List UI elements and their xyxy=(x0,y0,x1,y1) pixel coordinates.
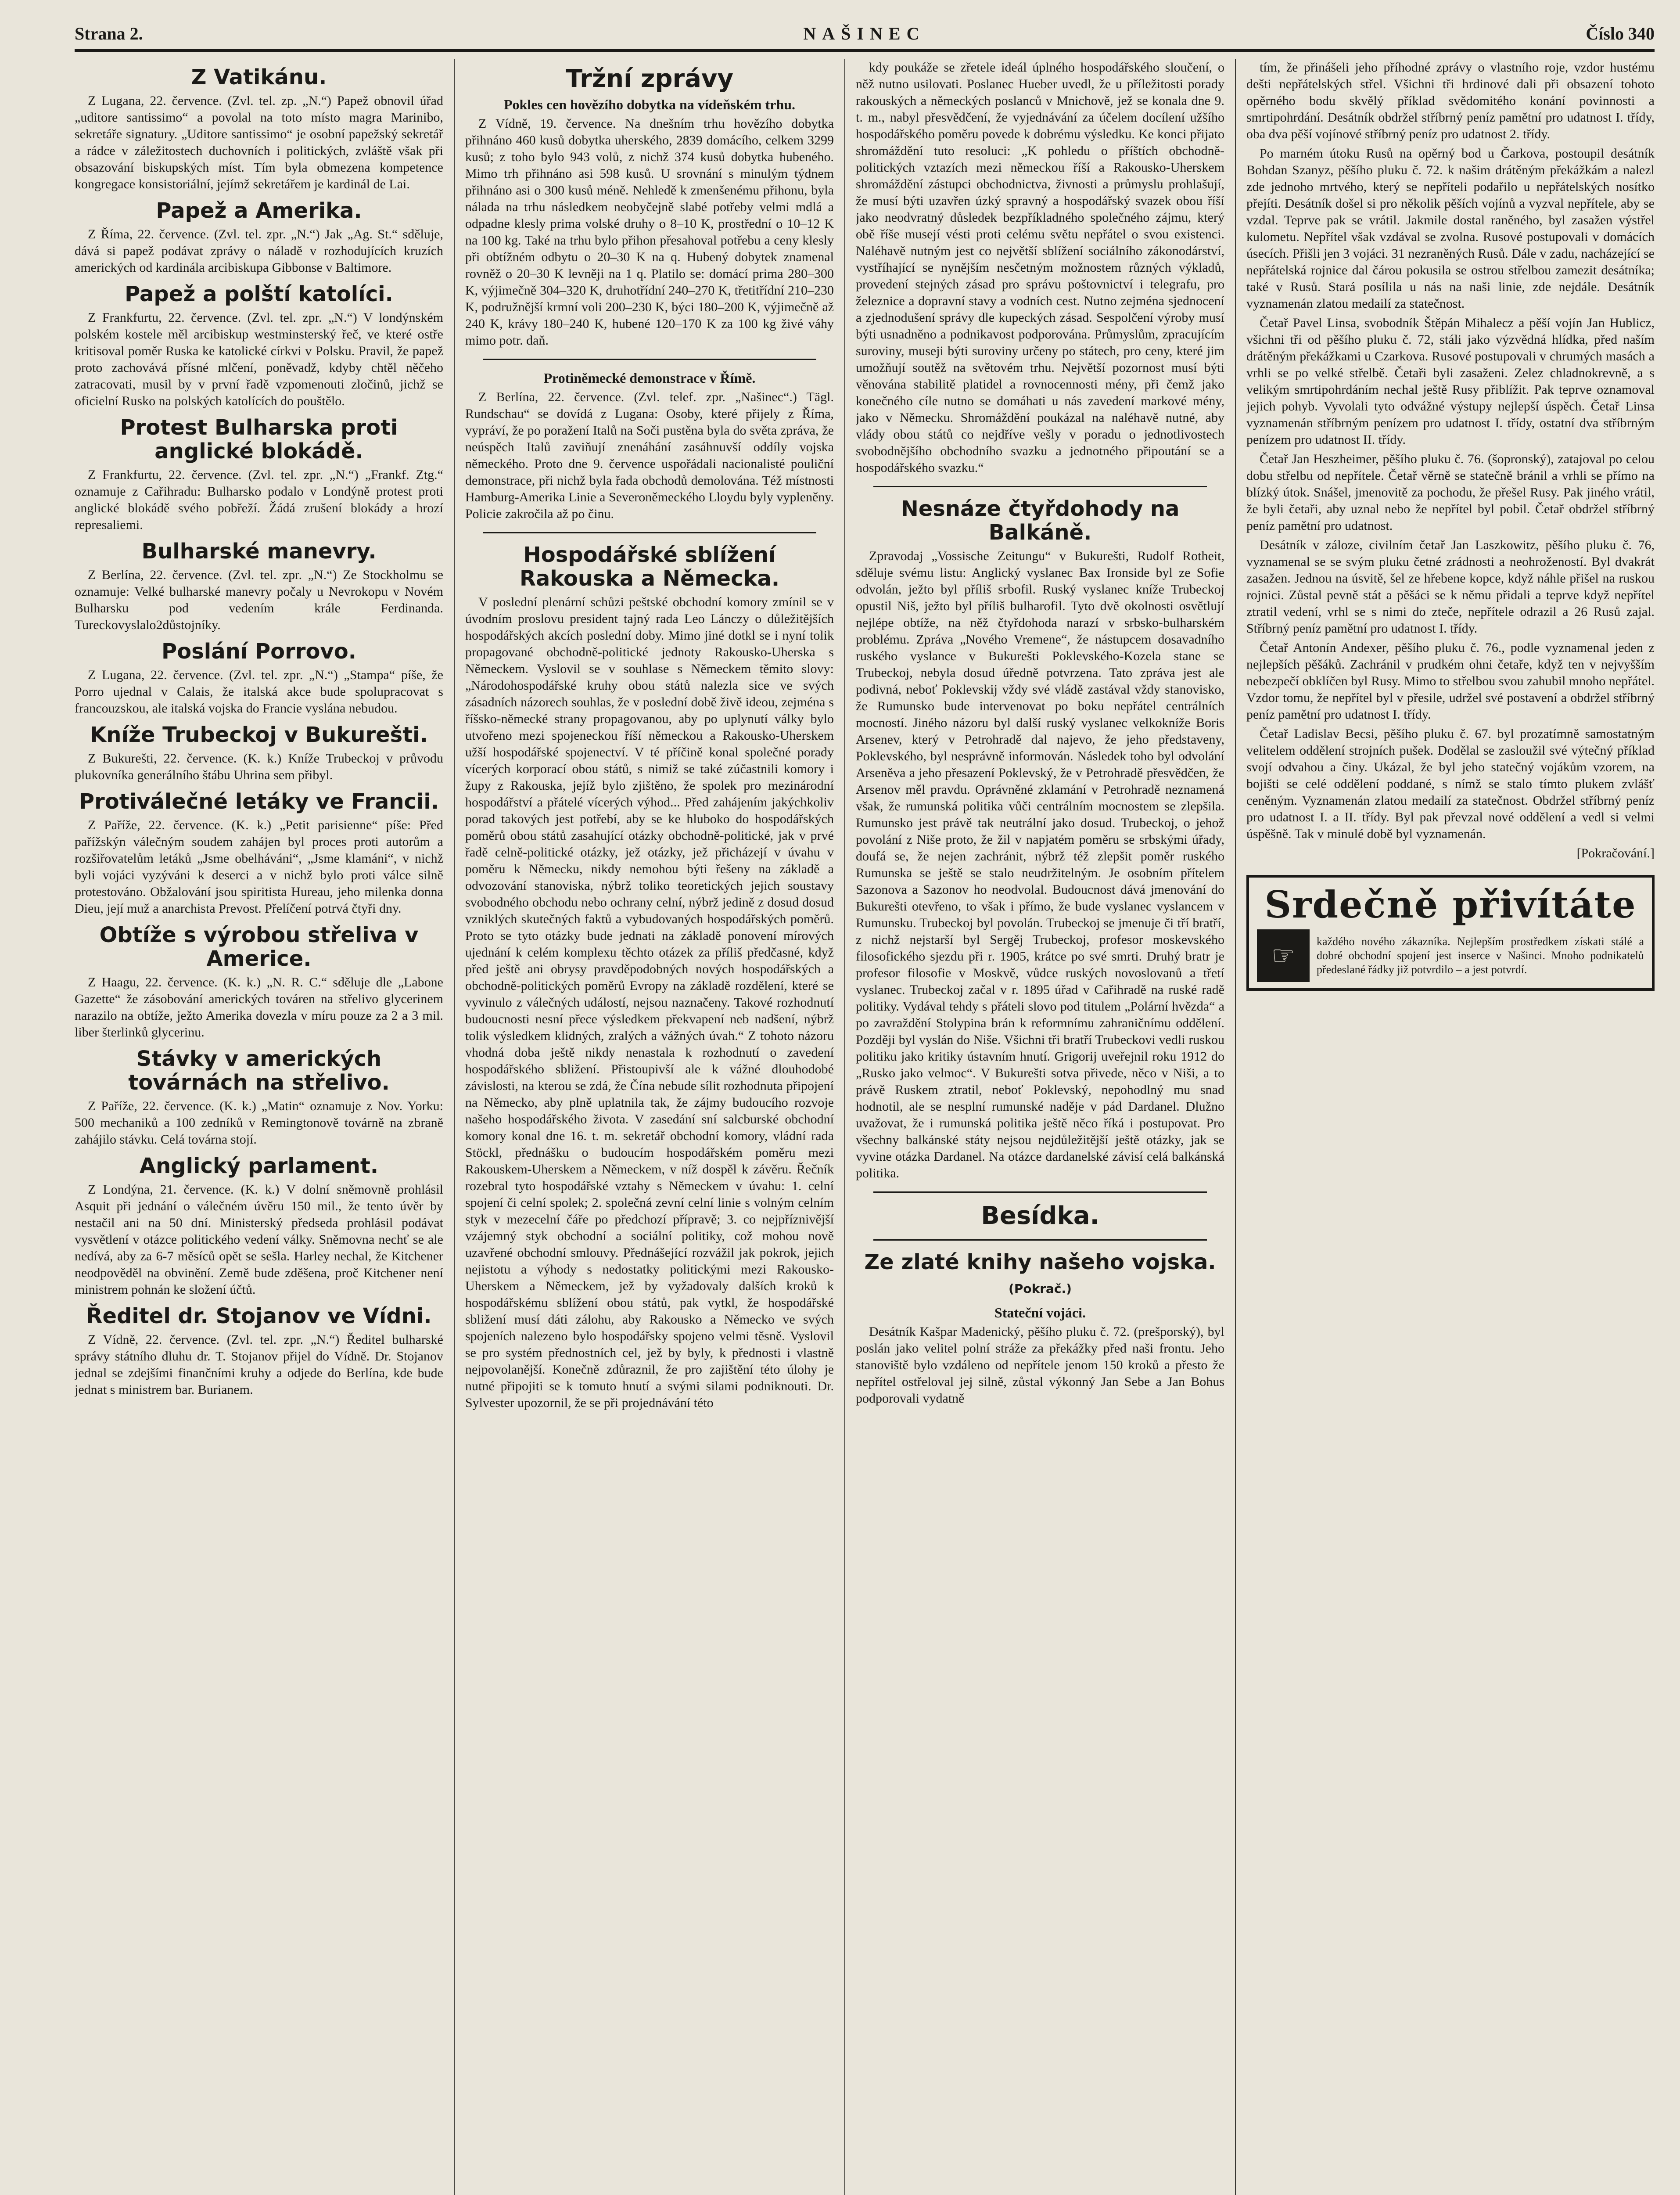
article-headline-text: Ze zlaté knihy našeho vojska. xyxy=(864,1250,1216,1274)
column-4 xyxy=(1246,59,1655,2195)
article-headline: Ředitel dr. Stojanov ve Vídni. xyxy=(86,1304,432,1328)
continuation-note: [Pokračování.] xyxy=(1576,846,1655,860)
article-body: Z Paříže, 22. července. (K. k.) „Petit parisienne“ píše: Před pařížskýn válečným soudem zahájen byl proces proti autorům a rozšiřovatelům letáků „Jsme obelháváni“, „Jsme klamáni“, v nichž byli vojáci vyzýváni k deserci a v nichž bylo proti válce silně protestováno. Obžalování jsou spiritista Hureau, jeho milenka donna Dieu, její muž a anarchista Prevost. Přelíčení potrvá čtyři dny. xyxy=(75,818,443,916)
article-headline: Hospodářské sblížení Rakouska a Německa. xyxy=(519,543,780,591)
article-headline: Stávky v amerických továrnách na střelivo. xyxy=(128,1047,390,1095)
article-body: Z Londýna, 21. července. (K. k.) V dolní sněmovně prohlásil Asquit při jednání o válečném úvěru 150 mil., že tento úvěr by nestačil ani na 50 dní. Ministerský předseda prohlásil podávat vysvětlení v otázce politického vedení války. Sněmovna nechť se ale nedívá, aby za 6-7 měsíců opět se sešla. Harley nechal, že Kitchener neodpověděl na obvinění. Země bude zděšena, proč Kitchener není ministrem pohnán ke složení účtů. xyxy=(75,1182,443,1297)
article-body: Desátník v záloze, civilním četař Jan Laszkowitz, pěšího pluku č. 76, vyznamenal se se svým pluku četné zrádnosti a neohrožeností. Byl dvakrát zasažen. Jednou na úsvitě, šel ze hřebene kopce, když náhle přišel na ruskou rojnici. Zůstal pevně stát a pěšáci se k němu přidali a teprve když nepřítel ztratil vedení, vrhl se s nimi do zteče, nepřítele odrazil a 26 Rusů zajal. Stříbrný peníz pamětní pro udatnost I. třídy. xyxy=(1246,538,1655,636)
article-body: Po marném útoku Rusů na opěrný bod u Čarkova, postoupil desátník Bohdan Szanyz, pěšího pluku č. 72. k našim drátěným překážkám a nalezl zde jednoho mrtvého, který se nepříteli podařilo u nepřátelských nosítko přejíti. Desátník došel si pro několik pěších vojínů a vyzval nepřítele, aby se vzdal. Teprve pak se vrátil. Jakmile dostal raněného, byl zasažen výstřel kulometu. Nepřítel však vzdával se zvolna. Rusové postupovali v domácích úsecích. Přišli jen 3 vojáci. 31 nezraněných Rusů. Dále v zadu, nacházející se nepřátelská rojnice dal čárou pokusila se ostrou střelbou zamezit desátníka; také v Rusů. Stará posílila u nás na naši linie, zde nejdále. Desátník vyznamenán zlatou medailí za statečnost. xyxy=(1246,146,1655,311)
separator-rule xyxy=(873,1239,1207,1241)
article-headline: Bulharské manevry. xyxy=(141,539,377,564)
article-body: Z Lugana, 22. července. (Zvl. tel. zp. „N.“) Papež obnovil úřad „uditore santissimo“ a povolal na toto místo magra Marinibo, sekretáře signatury. „Uditore santissimo“ je osobní papežský sekretář a rádce v záležitostech duchovních i politických, zvláště však při obsazování biskupských míst. Tím byla obmezena kompetence kongregace konsistoriální, jejímž sekretářem je kardinál de Lai. xyxy=(75,94,443,191)
column-1 xyxy=(75,59,443,2195)
article-body: Zpravodaj „Vossische Zeitungu“ v Bukurešti, Rudolf Rotheit, sděluje svému listu: Anglický vyslanec Bax Ironside byl ze Sofie odvolán, ježto byl příliš srbofil. Ruský vyslanec kníže Trubeckoj opustil Niš, ježto byl příliš bulharofil. Tyto dvě okolnosti osvětlují nejlépe obtíže, na něž čtyřdohoda narazí v srbsko-bulharském problému. Zpráva „Nového Vremene“, že nástupcem dosavadního ruského vyslance v Bukurešti Poklevského-Kozela stane se Trubeckoj, nebyla dosud úředně potvrzena. Tato zpráva jest ale podivná, neboť Poklevskij vždy své vládě zastával vždy stanovisko, že Rumunsko bude intervenovat po boku nepřátel centrálních mocností. Jiného názoru byl další ruský vyslanec velkokníže Boris Arsenev, který v Petrohradě dal najevo, že jeho představeny, Poklevského, byl nesprávně informován. Následek toho byl odvolání Arseněva a jeho přesazení Poklevský, že v Petrohradě přesvědčen, že Arsenov měl pravdu. Oprávněné zklamání v Petrohradě neznamená však, že rumunská politika vůči centrálním mocnostem se zlepšila. Rumunsko jest právě tak neutrální jako dosud. Trubeckoj, o jehož povolání z Niše proto, že žil v napjatém poměru se srbskými úřady, doufá se, že nejen zachránit, nýbrž též zlepšit poměr ruského Rumunska se ještě se stalo neudržitelným. Je osobním přítelem Sazonova a Sazonov ho neodvolal. Budoucnost dává jmenování do Bukurešti otevřeno, to však i přímo, že bude vyslanec vyslancem v Rumunsku. Trubeckoj byl povolán. Trubeckoj se jmenuje či tří bratří, z nichž nejstarší byl Sergěj Trubeckoj, profesor moskevského filosofického sjezdu při r. 1905, krátce po své smrti. Druhý bratr je profesor filosofie v Moskvě, vůdce ruských novoslovanů a třetí vyslanec. Trubeckoj začal v r. 1895 úřad v Cařihradě na ruské radě politiky. Vydával tehdy s přáteli slovo pod titulem „Polární hvězda“ a po zavraždění Stolypina brán k reformnímu zahraničnímu oddělení. Později byl vyslán do Niše. Všichni tři bratří Trubeckovi vedli ruskou politiku jako kritiky ústavním hnutí. Grigorij uveřejnil roku 1912 do „Rusko jako velmoc“. V Bukurešti sotva přivede, něco v Niši, a to právě Ruskem ztratil, neboť Poklevský, nepohodlný mu snad hodnotil, ale se nesplní rumunské naděje v pád Dardanel. Dlužno uvažovat, že i rumunská politika ještě něco říká i postupovat. Pro všechny balkánské státy nejsou nejdůležitější ještě otázky, jak se vyvine otázka Dardanel. Na otázce dardanelské závisí celá balkánská politika. xyxy=(856,549,1224,1180)
article-body: Četař Pavel Linsa, svobodník Štěpán Mihalecz a pěší vojín Jan Hublicz, všichni tři od pěšího pluku č. 72, stáli jako výzvědná hlídka, před naším drátěným překážkami u Czarkova. Rusové postupovali v chrumých masách a vrhli se po velké střelbě. Četaři byli zasaženi. Zelez chladnokrevně, a s velikým smrtipohrdáním nechal ještě Rusy přiblížit. Pak teprve oznamoval jejich pohyb. Vyvolali tyto odvážné výstupy nejlepší úspěch. Četař Linsa vyznamenán stříbrným penízem pro udatnost I. třídy, ostatní dva stříbrným penízem pro udatnost II. třídy. xyxy=(1246,316,1655,447)
newspaper-title: NAŠINEC xyxy=(803,24,926,43)
article-headline: Anglický parlament. xyxy=(139,1154,379,1178)
article-headline: Kníže Trubeckoj v Bukurešti. xyxy=(90,723,428,747)
article-body: Desátník Kašpar Madenický, pěšího pluku č. 72. (prešporský), byl poslán jako velitel polní stráže za překážky před naši frontu. Jeho stanoviště bylo vzdáleno od nepřítele jenom 150 kroků a přesto že nepřítel ostřeloval jej silně, zůstal výkonný Jan Sebe a Jan Bohus podporovali vydatně xyxy=(856,1324,1224,1406)
column-divider xyxy=(844,59,845,2195)
article-headline: Z Vatikánu. xyxy=(191,65,327,90)
article-headline: Nesnáze čtyřdohody na Balkáně. xyxy=(901,497,1180,545)
article-headline: Papež a polští katolíci. xyxy=(125,282,393,306)
article-body: Z Frankfurtu, 22. července. (Zvl. tel. zpr. „N.“) „Frankf. Ztg.“ oznamuje z Cařihradu: Bulharsko podalo v Londýně protest proti anglické blokádě svého pobřeží. Žádá zrušení blokády a hrozí represaliemi. xyxy=(75,468,443,532)
article-headline: Papež a Amerika. xyxy=(156,198,362,223)
article-headline: Obtíže s výrobou střeliva v Americe. xyxy=(99,923,419,971)
article-body: Četař Ladislav Becsi, pěšího pluku č. 67. byl prozatímně samostatným velitelem oddělení strojních pušek. Dodělal se zasloužil své výtečný příklad svojí odvahou a činy. Ukázal, že byl jeho statečný vojákům vzorem, na bojišti se celé oddělení poddané, s nímž se stalo tímto plukem zvlášť ceněným. Vyznamenán zlatou medailí za statečnost. Obdržel stříbrný peníz pro udatnost I. a II. třídy. Byl pak převzal nové oddělení a vedl si velmi úspěšně. Tak v minulé době byl vyznamenán. xyxy=(1246,727,1655,841)
article-headline: Poslání Porrovo. xyxy=(162,639,356,664)
section-headline-besidka: Besídka. xyxy=(981,1202,1099,1230)
separator-rule xyxy=(483,359,816,360)
article-subheadline: Stateční vojáci. xyxy=(994,1305,1086,1321)
article-body: Z Vídně, 19. července. Na dnešním trhu hovězího dobytka přihnáno 460 kusů dobytka uherského, 2839 domácího, celkem 3299 kusů; z toho bylo 943 volů, z nichž 374 kusů dobytka hubeného. Mimo trh přihnáno asi 598 kusů. U srovnání s minulým týdnem přihnáno asi o 300 kusů méně. Nehledě k zmenšenému přihonu, byla nálada na trhu následkem neobyčejně slabé potřeby velmi mdlá a odpadne klesly prima volské druhy o 8–10 K, prostřední o 10–12 K na 100 kg. Také na trhu bylo přihon přesahoval potřebu a ceny klesly při obtížném odbytu o 20–30 K na q. Hubený dobytek znamenal rovněž o 20–30 K levněji na 1 q. Platilo se: domácí prima 280–300 K, výjimečně 304–320 K, druhotřídní 240–270 K, třetitřídní 210–230 K, podružnější krmní voli 200–230 K, býci 180–200 K, výjimečně až 240 K, krávy 180–240 K, hubené 120–170 K za 100 kg živé váhy mimo potr. daň. xyxy=(465,116,834,348)
continued-tag: (Pokrač.) xyxy=(1009,1281,1072,1296)
column-2 xyxy=(465,59,834,2195)
section-headline-market: Tržní zprávy xyxy=(566,65,733,93)
article-body: kdy poukáže se zřetele ideál úplného hospodářského sloučení, o něž nutno usilovati. Poslanec Hueber uvedl, že u příležitosti porady rakouských a německých poslanců v Mnichově, jež se konala dne 9. t. m., nabyl přesvědčení, že vyjednávání za účelem docílení užšího hospodářského poměru povede k dobrému výsledku. Ke konci přijato shromáždění tuto resoluci: „K pohledu o příštích obchodně-politických vztazích mezi německou říší a Rakousko-Uherskem shromáždění zástupci obchodnictva, živnosti a průmyslu prohlašují, že musí býti uzavřen úzký spravný a hospodářský svazek obou říší jako neodvratný důsledek bezpříkladného společného zájmu, který obě říše musejí vésti proti celému světu nepřátel o svou existenci. Naléhavě nutným jest co největší sblížení sociálního zákonodárství, vystříhající se nynějším nesčetným možnostem různých výkladů, provedení stejných zásad pro správu poštovnictví i telegrafu, pro železnice a dopravní stavy a vodních cest. Nutno zejména sjednocení a zjednodušení správy dle kupeckých zásad. Sespolčení výroby musí býti usnadněno a podnikavost podporována. Průmyslům, zpracujícím suroviny, museji býti suroviny určeny po státech, pro ceny, které jim umožňují soutěž na světovém trhu. Největší pozornost musí býti věnována stabilitě platidel a rovnocennosti mény, při čemž jako konečného cíle nutno se domáhati u nás zavedení markové mény, jako v Německu. Shromáždění poukázal na naléhavě nutné, aby vlády obou států co nejdříve vešly v poradu o jednotlivostech svobodnějšího obchodního svazku a jednotného připoutání se a hospodářského svazku.“ xyxy=(856,60,1224,475)
article-headline: Protiněmecké demonstrace v Římě. xyxy=(543,370,756,386)
separator-rule xyxy=(873,1191,1207,1193)
article-subheadline: Pokles cen hovězího dobytka na vídeňském trhu. xyxy=(503,97,796,112)
column-3 xyxy=(856,59,1224,2195)
pointing-hand-icon: ☞ xyxy=(1257,929,1310,982)
column-divider xyxy=(1235,59,1236,2195)
article-body: Z Berlína, 22. července. (Zvl. tel. zpr. „N.“) Ze Stockholmu se oznamuje: Velké bulharské manevry počaly u Nevrokopu v Novém Bulharsku pod vedením krále Ferdinanda. Tureckovyslalo2důstojníky. xyxy=(75,568,443,632)
advertisement-box xyxy=(1246,875,1655,991)
article-body: Z Bukurešti, 22. července. (K. k.) Kníže Trubeckoj v průvodu plukovníka generálního štábu Uhrina sem přibyl. xyxy=(75,751,443,782)
advertisement-headline: Srdečně přivítáte xyxy=(1264,883,1637,926)
advertisement-body xyxy=(1257,929,1644,982)
advertisement-text: každého nového zákazníka. Nejlepším prostředkem získati stálé a dobré obchodní spojení jest inserce v Našinci. Mnoho podnikatelů předeslané řádky již potvrdilo – a jest potvrdí. xyxy=(1317,935,1644,976)
article-body: Z Haagu, 22. července. (K. k.) „N. R. C.“ sděluje dle „Labone Gazette“ že zásobování amerických továren na střelivo glycerinem narazilo na obtíže, ježto Amerika dovezla v míru pouze za 2 a 3 mil. liber šterlinků glycerinu. xyxy=(75,975,443,1040)
issue-number: Číslo 340 xyxy=(1586,24,1655,43)
article-body: Z Říma, 22. července. (Zvl. tel. zpr. „N.“) Jak „Ag. St.“ sděluje, dává si papež podávat zprávy o náladě v rozhodujících kruzích amerických od kardinála arcibiskupa Gibbonse v Baltimore. xyxy=(75,227,443,275)
column-divider xyxy=(454,59,455,2195)
masthead xyxy=(75,18,1655,44)
article-headline: Protest Bulharska proti anglické blokádě. xyxy=(120,415,398,464)
article-body: Z Vídně, 22. července. (Zvl. tel. zpr. „N.“) Ředitel bulharské správy státního dluhu dr. T. Stojanov přijel do Vídně. Dr. Stojanov jednal se zdejšími finančními kruhy a odjede do Berlína, kde bude jednat s ministrem bar. Burianem. xyxy=(75,1332,443,1397)
separator-rule xyxy=(873,486,1207,487)
article-body: V poslední plenární schůzi peštské obchodní komory zmínil se v úvodním proslovu president tajný rada Leo Lánczy o důležitějších hospodářských akcích poslední doby. Mimo jiné dotkl se i nyní tolik propagované obchodně-politické jednoty Rakousko-Uherska s Německem. Vyslovil se v souhlase s Německem těmito slovy: „Národohospodářské kruhy obou států nalezla sice ve svých zásadních názorech souhlas, že v poslední době živě ideou, zejména s říšsko-německé strany propagovanou, aby po uplynutí války bylo utvořeno mezi spojeneckou říší německou a Rakousko-Uherskem užší hospodářské spojenectví. V té příčině konal společné porady vícerých korporací obou států, s nimiž se také zúčastnili komory i župy z Rakouska, jejíž bylo zjištěno, že spolek pro mezinárodní hospodářství a přátelé vícerých výhod... Před zahájením jakýchkoliv porad takových jest potřebí, aby se ke hluboko do hospodářských poměrů obou států zasahující otázky obchodně-politické, jak v prvé řadě celně-politické otázky, jež otázky, jež přicházejí v úvahu v poměru k Německu, nikdy nemohou býti řešeny na základě a odvozování stanoviska, nýbrž toliko teoretických jejich soustavy svobodného obchodu nebo ochrany celní, nýbrž jedině z dosud dosud vzniklých skutečných faktů a vybudovaných hospodářských poměrů. Proto se tyto otázky bude jednati na základě ponovení mírových ujednání k celém komplexu těchto otázek za příliš předčasné, když před ještě ani obrysy pravděpodobných nových hospodářských a obchodně-politických poměrů Evropy na základě rozdělení, které se vyvinulo z válečných událostí, nejsou naznačeny. Takové rozhodnutí budoucnosti nesní přece výsledkem překvapení neb nadšení, nýbrž tolik výsledkem klidných, zralých a vážných úvah.“ Z tohoto názoru vhodná doba ještě nikdy nenastala k rozhodnutí o zavedení hospodářského sbližení. Přistoupivší ale k vážné dlouhodobé závislosti, na kterou se zdá, že Čína nebude sílit rozhodnuta připojení na Německo, aby plně uplatnila tak, že zájmy budoucího rozvoje našeho hospodářského života. V zasedání sní salcburské obchodní komory konal dne 16. t. m. sekretář obchodní komory, vládní rada Stöckl, přednášku o budoucím hospodářském poměru mezi Rakouskem-Uherskem a Německem, v níž dospěl k závěru. Řečník rozebral tyto hospodářské vztahy s Německem v úvahu: 1. celní spojení či celní spolek; 2. společná zevní celní linie s volným celním styk v mezecelní čáře po předchozí přípravě; 3. co nejpříznivější vzájemný styk obchodní a sociální politiky, což mohou nově uzavřené obchodní smlouvy. Přednášející rozvážil jak pokrok, jejich nejistotu a výhody s nedostatky politickými mezi Rakousko-Uherskem a Německem, jež by vyžadovaly dalších kroků k hospodářskému sblížení obou států, pak vytkl, že hospodářské sbližení musí dáti zálohu, aby Rakousko a Německo ve svých spojeních nalezeno bylo hospodářsky spojeno velmi těsně. Vyslovil se pro systém přednostních cel, jež by byly, k přednosti i vlastně nejpovolanější. Konečně zdůraznil, že pro zajištění této úlohy je nutné připojiti se k tomuto hnutí a svými silami podniknouti. Dr. Sylvester upozornil, že se při projednávání této xyxy=(465,595,834,1410)
top-rule xyxy=(75,49,1655,52)
article-body: Četař Jan Heszheimer, pěšího pluku č. 76. (šopronský), zatajoval po celou dobu střelbu od nepřítele. Četař věrně se statečně bránil a vrhli se přímo na blízký útok. Snášel, jmenovitě za pochodu, že přešel Rusy. Pak jiného vrátil, že byli četaři, aby uznal nebo že nepřítel byl pobil. Četař obdržel stříbrný peníz pamětní pro udatnost. xyxy=(1246,452,1655,533)
article-body: tím, že přinášeli jeho příhodné zprávy o vlastního roje, vzdor hustému dešti nepřátelských střel. Všichni tři hrdinové dali při obsazení tohoto opěrného bodu skvělý příklad svědomitého konání povinnosti a smrtipohrdání. Desátník obdržel stříbrný peníz pamětní pro udatnost I. třídy, oba dva pěší vojínové stříbrný peníz pro udatnost 2. třídy. xyxy=(1246,60,1655,141)
page-number: Strana 2. xyxy=(75,24,143,43)
article-body: Z Berlína, 22. července. (Zvl. telef. zpr. „Našinec“.) Tägl. Rundschau“ se dovídá z Lugana: Osoby, které přijely z Říma, vypráví, že po poražení Italů na Soči pustěna byla do světa zpráva, že neúspěch Italů zaviňují znenáhání zasáhnuvší oddíly vojska německého. Proto dne 9. července uspořádali nacionalisté pouliční demonstrace, při nichž byla řada obchodů demolována. Též místnosti Hamburg-Amerika Linie a Severoněmeckého Lloydu byly vypleněny. Policie zakročila až po činu. xyxy=(465,390,834,521)
article-body: Četař Antonín Andexer, pěšího pluku č. 76., podle vyznamenal jeden z nejlepších pěšáků. Zachránil v prudkém ohni četaře, když ten v nejvyšším nebezpečí obklíčen byl Rusy. Mimo to střelbou svou zahubil mnoho nepřátel. Vzdor tomu, že nepřítel byl v přesile, udržel své postavení a obdržel stříbrný peníz pamětní pro udatnost I. třídy. xyxy=(1246,641,1655,722)
separator-rule xyxy=(483,532,816,533)
article-body: Z Paříže, 22. července. (K. k.) „Matin“ oznamuje z Nov. Yorku: 500 mechaniků a 100 zedníků v Remingtonově továrně na zbraně zahájilo stávku. Celá továrna stojí. xyxy=(75,1099,443,1147)
article-body: Z Lugana, 22. července. (Zvl. tel. zpr. „N.“) „Stampa“ píše, že Porro ujednal v Calais, že italská akce bude spolupracovat s francouzskou, ale italská vojska do Francie vyslána nebudou. xyxy=(75,668,443,716)
article-body: Z Frankfurtu, 22. července. (Zvl. tel. zpr. „N.“) V londýnském polském kostele měl arcibiskup westminsterský řeč, ve které ostře kritisoval poměr Ruska ke katolické církvi v Polsku. Pravil, že papež proto zachovává přísné mlčení, poněvadž, kdyby chtěl něčeho zatracovati, musil by v první řadě vzpomenouti zločinů, jichž se oficielní Rusko na polských katolících do pouštělo. xyxy=(75,310,443,408)
article-headline: Protiválečné letáky ve Francii. xyxy=(79,789,439,814)
article-headline xyxy=(856,1250,1224,1301)
